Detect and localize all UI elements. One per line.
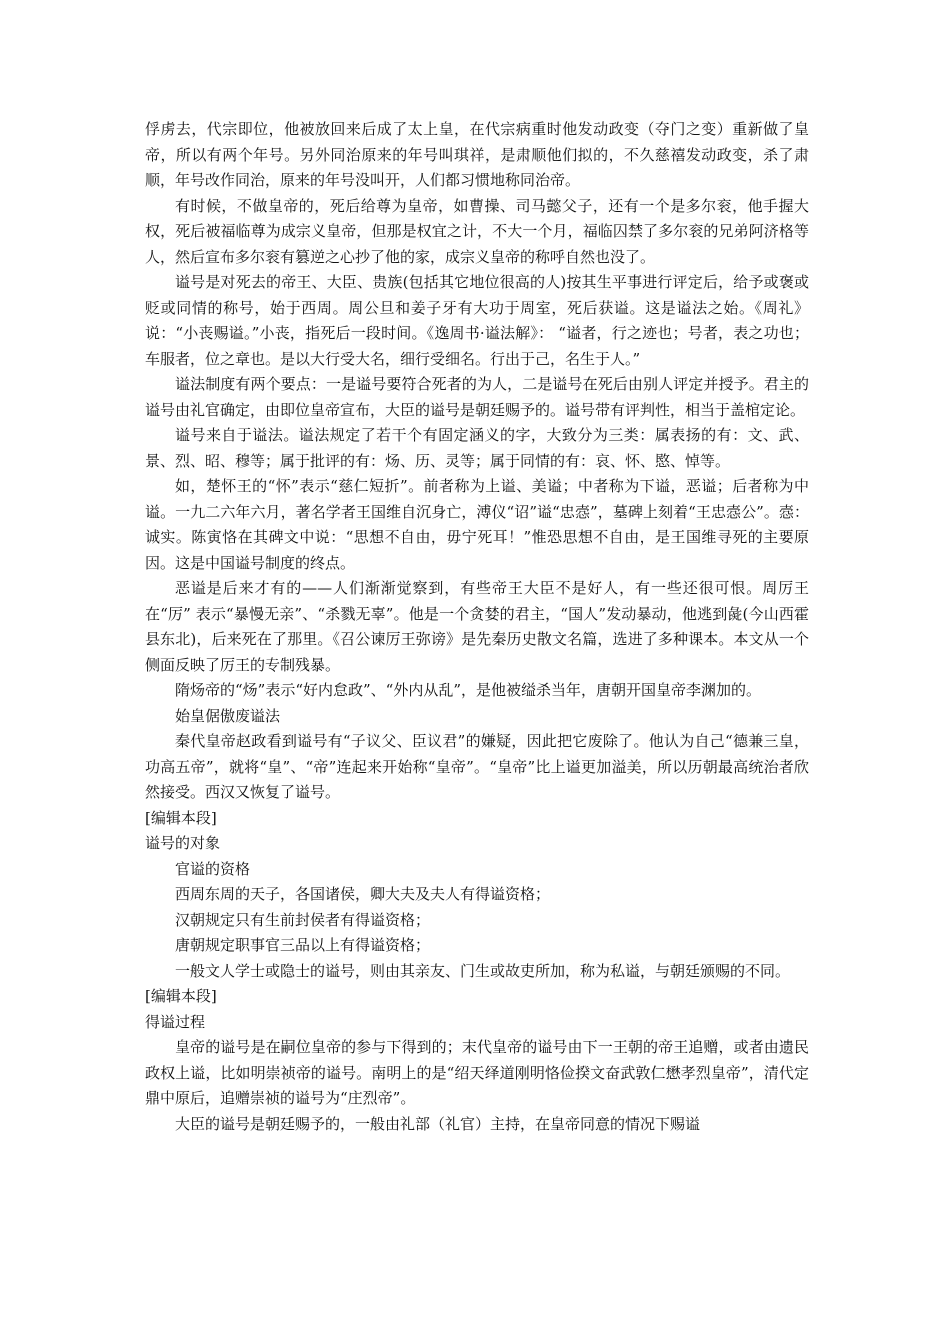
paragraph-official-qualification: 官谥的资格 bbox=[175, 859, 251, 878]
subheading-shihuang: 始皇倨傲废谥法 bbox=[175, 706, 281, 725]
paragraph-zhou-qualification: 西周东周的天子，各国诸侯，卿大夫及夫人有得谥资格； bbox=[175, 885, 551, 903]
paragraph-han-qualification: 汉朝规定只有生前封侯者有得谥资格； bbox=[175, 910, 431, 929]
section-heading-process: 得谥过程 bbox=[145, 1012, 206, 1031]
paragraph-tang-qualification: 唐朝规定职事官三品以上有得谥资格； bbox=[175, 936, 431, 954]
document-page bbox=[145, 117, 809, 1137]
paragraph-shifa-categories: 谥号来自于谥法。谥法规定了若干个有固定涵义的字，大致分为三类：属表扬的有：文、武、景、烈、昭、穆等；属于批评的有：炀、历、灵等；属于同情的有：哀、怀、愍、悼等。 bbox=[145, 426, 809, 470]
paragraph-qin-abolish: 秦代皇帝赵政看到谥号有“子议父、臣议君”的嫌疑，因此把它废除了。他认为自己“德兼三皇，功高五帝”，就将“皇”、“帝”连起来开始称“皇帝”。“皇帝”比上谥更加溢美，所以历朝最高统治者欣然接受。西汉又恢复了谥号。 bbox=[145, 732, 809, 801]
section-heading-objects: 谥号的对象 bbox=[145, 834, 221, 852]
paragraph-posthumous-emperors: 有时候，不做皇帝的，死后给尊为皇帝，如曹操、司马懿父子，还有一个是多尔衮，他手握大权，死后被福临尊为成宗义皇帝，但那是权宜之计，不大一个月，福临囚禁了多尔衮的兄弟阿济格等人，然后宣布多尔衮有篡逆之心抄了他的家，成宗义皇帝的称呼自然也没了。 bbox=[145, 196, 809, 266]
paragraph-minister-shi: 大臣的谥号是朝廷赐予的，一般由礼部（礼官）主持，在皇帝同意的情况下赐谥 bbox=[175, 1114, 701, 1133]
paragraph-chu-huai-wang: 如，楚怀王的“怀”表示“慈仁短折”。前者称为上谥、美谥；中者称为下谥，恶谥；后者称为中谥。一九二六年六月，著名学者王国维自沉身亡，溥仪“诏”谥“忠悫”，墓碑上刻着“王忠悫公”。悫：诚实。陈寅恪在其碑文中说：“思想不自由，毋宁死耳！”惟恐思想不自由，是王国维寻死的主要原因。这是中国谥号制度的终点。 bbox=[145, 477, 809, 572]
paragraph-private-shi: 一般文人学士或隐士的谥号，则由其亲友、门生或故吏所加，称为私谥，与朝廷颁赐的不同。 bbox=[175, 961, 791, 980]
paragraph-shihao-definition: 谥号是对死去的帝王、大臣、贵族(包括其它地位很高的人)按其生平事进行评定后，给予或褒或贬或同情的称号，始于西周。周公旦和姜子牙有大功于周室，死后获谥。这是谥法之始。《周礼》说：“小丧赐谥。”小丧，指死后一段时间。《逸周书·谥法解》： “谥者，行之迹也；号者，表之功也；车服者，位之章也。是以大行受大名，细行受细名。行出于己，名生于人。” bbox=[145, 273, 809, 368]
paragraph-sui-yang-di: 隋炀帝的“炀”表示“好内怠政”、“外内从乱”，是他被缢杀当年，唐朝开国皇帝李渊加的。 bbox=[175, 681, 762, 699]
edit-section-marker-2: [编辑本段] bbox=[145, 987, 217, 1005]
edit-section-marker-1: [编辑本段] bbox=[145, 808, 217, 827]
paragraph-shifa-system: 谥法制度有两个要点：一是谥号要符合死者的为人，二是谥号在死后由别人评定并授予。君主的谥号由礼官确定，由即位皇帝宣布，大臣的谥号是朝廷赐予的。谥号带有评判性，相当于盖棺定论。 bbox=[145, 375, 809, 419]
paragraph-emperor-shi: 皇帝的谥号是在嗣位皇帝的参与下得到的；末代皇帝的谥号由下一王朝的帝王追赠，或者由遗民政权上谥，比如明崇祯帝的谥号。南明上的是“绍天绎道刚明恪俭揆文奋武敦仁懋孝烈皇帝”，清代定鼎中原后，追赠崇祯的谥号为“庄烈帝”。 bbox=[145, 1038, 809, 1107]
paragraph-e-shi: 恶谥是后来才有的——人们渐渐觉察到，有些帝王大臣不是好人，有一些还很可恨。周厉王在“厉” 表示“暴慢无亲”、“杀戮无辜”。他是一个贪婪的君主，“国人”发动暴动，他逃到彘(今山西霍县东北)，后来死在了那里。《召公谏厉王弥谤》是先秦历史散文名篇，选进了多种课本。本文从一个侧面反映了厉王的专制残暴。 bbox=[145, 579, 809, 674]
paragraph-intro-continued: 俘虏去，代宗即位，他被放回来后成了太上皇，在代宗病重时他发动政变（夺门之变）重新做了皇帝，所以有两个年号。另外同治原来的年号叫琪祥，是肃顺他们拟的，不久慈禧发动政变，杀了肃顺，年号改作同治，原来的年号没叫开，人们都习惯地称同治帝。 bbox=[145, 120, 809, 189]
